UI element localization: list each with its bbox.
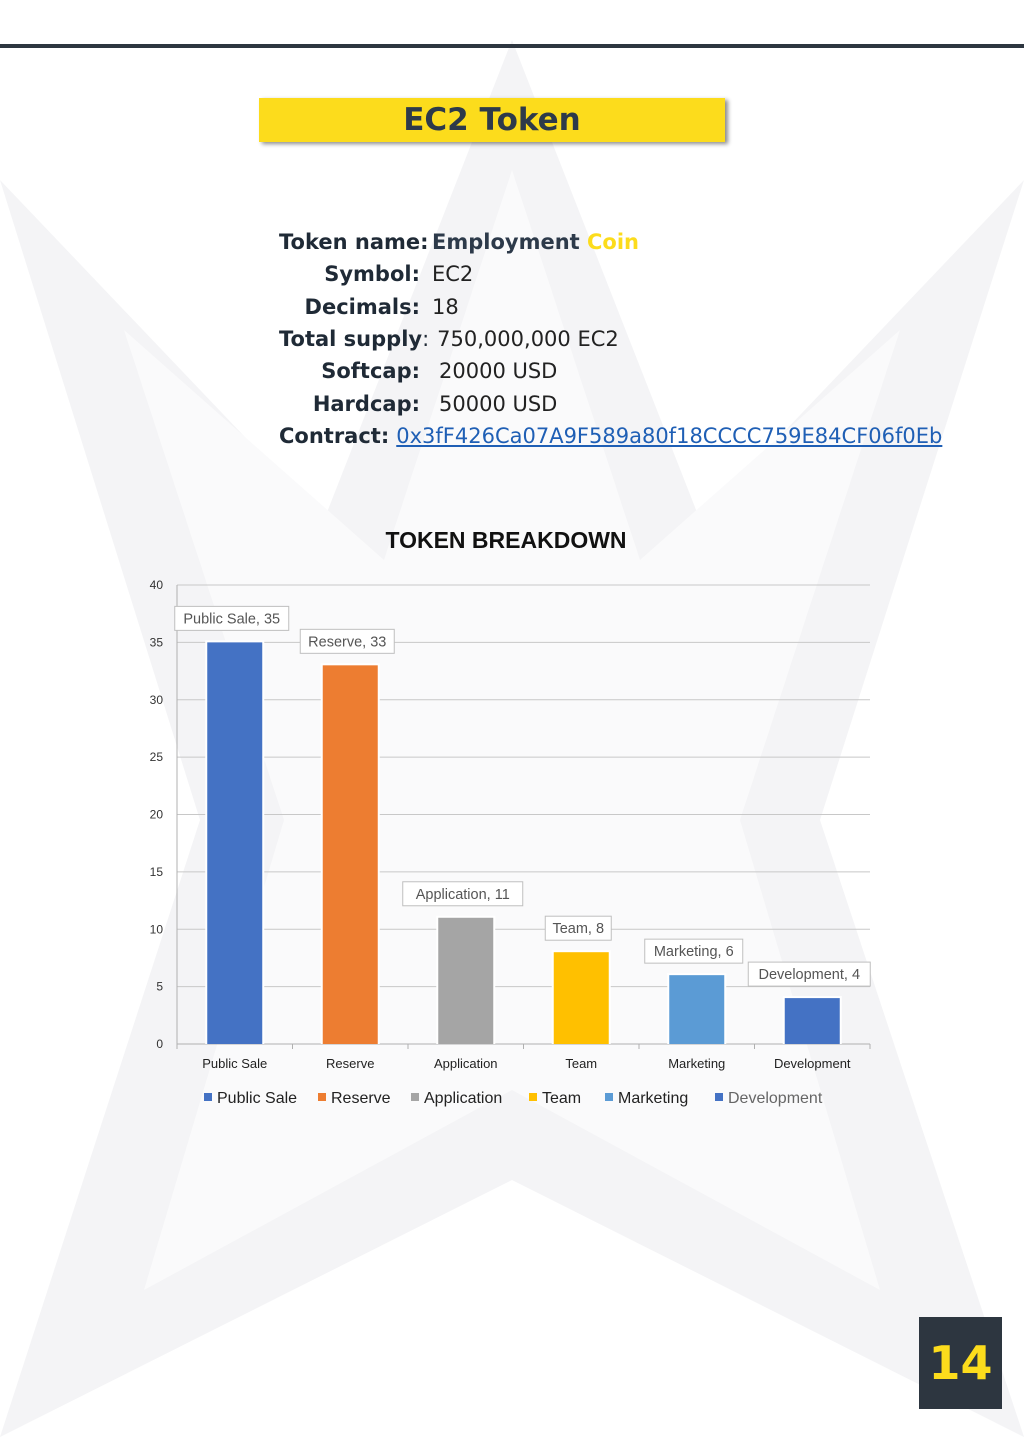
softcap-label: Softcap: — [321, 359, 420, 384]
page-number: 14 — [928, 1336, 993, 1390]
legend-swatch — [605, 1093, 613, 1101]
softcap-value: 20000 USD — [439, 359, 558, 384]
legend-swatch — [204, 1093, 212, 1101]
legend-swatch — [411, 1093, 419, 1101]
y-tick-label: 15 — [149, 864, 163, 879]
legend-item-label: Application — [424, 1090, 503, 1107]
bar-team — [554, 952, 609, 1044]
legend-item-label: Team — [542, 1090, 582, 1107]
decimals-value: 18 — [432, 294, 459, 319]
data-label: Development, 4 — [758, 967, 861, 984]
data-label: Team, 8 — [552, 921, 605, 938]
token-name-label: Token name: — [279, 230, 429, 255]
legend-item-label: Development — [728, 1090, 823, 1107]
legend-item-label: Marketing — [618, 1090, 689, 1107]
bar-public-sale — [207, 642, 262, 1044]
total-supply-label-text: Total supply — [279, 327, 423, 352]
legend-swatch — [318, 1093, 326, 1101]
contract-label: Contract: — [279, 423, 390, 448]
contract-link[interactable]: 0x3fF426Ca07A9F589a80f18CCCC759E84CF06f0Eb — [396, 423, 943, 448]
data-label: Marketing, 6 — [653, 944, 734, 961]
bar-reserve — [323, 665, 378, 1044]
y-tick-label: 35 — [149, 635, 163, 650]
x-tick-label: Public Sale — [202, 1056, 268, 1071]
legend-swatch — [715, 1093, 723, 1101]
total-supply-colon: : — [422, 327, 430, 352]
x-tick-label: Marketing — [668, 1056, 726, 1071]
data-label: Application, 11 — [415, 886, 510, 903]
y-tick-label: 0 — [156, 1037, 163, 1051]
token-name-accent: Coin — [587, 230, 639, 255]
hardcap-label: Hardcap: — [312, 391, 420, 416]
token-name-main: Employment — [432, 230, 587, 255]
symbol-label: Symbol: — [324, 262, 420, 287]
decimals-label: Decimals: — [304, 294, 420, 319]
y-tick-label: 20 — [149, 807, 163, 822]
symbol-value: EC2 — [432, 262, 474, 287]
total-supply-value: 750,000,000 EC2 — [437, 327, 619, 352]
hardcap-value: 50000 USD — [439, 391, 558, 416]
legend-item-label: Reserve — [331, 1090, 391, 1107]
bar-marketing — [669, 975, 724, 1044]
bar-application — [438, 918, 493, 1044]
x-tick-label: Team — [565, 1056, 598, 1071]
y-tick-label: 5 — [156, 979, 163, 994]
x-tick-label: Reserve — [326, 1056, 375, 1071]
y-tick-label: 30 — [149, 692, 163, 707]
x-tick-label: Application — [433, 1056, 498, 1071]
chart-title: TOKEN BREAKDOWN — [385, 527, 627, 553]
y-tick-label: 10 — [149, 922, 163, 937]
data-label: Public Sale, 35 — [183, 611, 281, 628]
x-tick-label: Development — [773, 1056, 851, 1071]
page-title: EC2 Token — [403, 102, 581, 138]
y-tick-label: 40 — [149, 578, 163, 592]
data-label: Reserve, 33 — [308, 634, 387, 651]
legend-swatch — [529, 1093, 537, 1101]
bar-development — [785, 998, 840, 1044]
page-number-box — [919, 1317, 1002, 1409]
y-tick-label: 25 — [149, 750, 163, 765]
legend-item-label: Public Sale — [217, 1090, 298, 1107]
